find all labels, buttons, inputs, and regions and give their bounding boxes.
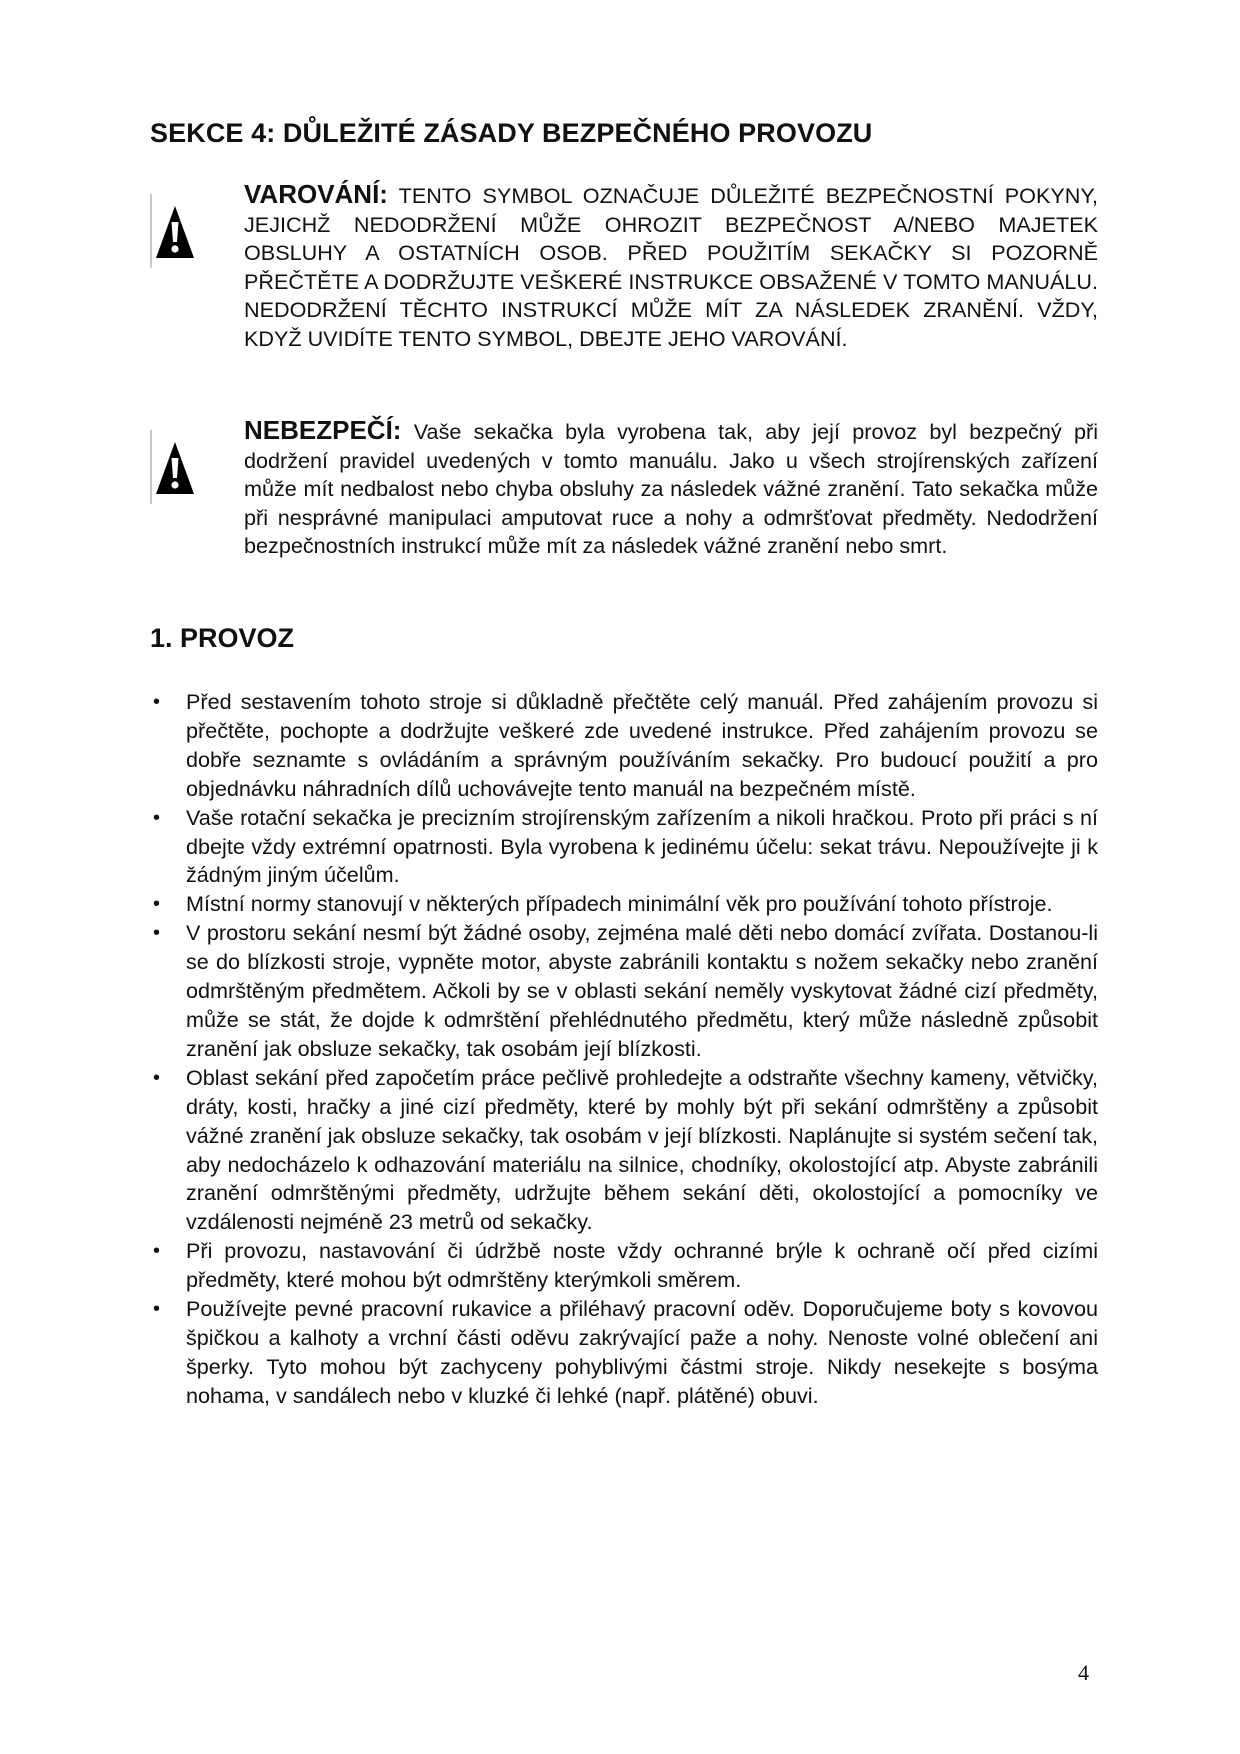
- danger-text: [244, 416, 1098, 561]
- page-number: 4: [1078, 1660, 1089, 1685]
- warning-triangle-icon: [150, 430, 198, 504]
- list-item-text: Používejte pevné pracovní rukavice a přiléhavý pracovní oděv. Doporučujeme boty s kovovou špičkou a kalhoty a vrchní části oděvu zakrývající paže a nohy. Nenoste volné oblečení ani šperky. Tyto mohou být zachyceny pohyblivými částmi stroje. Nikdy nesekejte s bosýma nohama, v sandálech nebo v kluzké či lehké (např. plátěné) obuvi.: [186, 1296, 1098, 1408]
- list-item: [150, 1237, 1098, 1295]
- list-item: [150, 919, 1098, 1064]
- danger-body: Vaše sekačka byla vyrobena tak, aby její provoz byl bezpečný při dodržení pravidel uvedených v tomto manuálu. Jako u všech strojírenských zařízení může mít nedbalost nebo chyba obsluhy za následek vážné zranění. Tato sekačka může při nesprávné manipulaci amputovat ruce a nohy a odmršťovat předměty. Nedodržení bezpečnostních instrukcí může mít za následek vážné zranění nebo smrt.: [244, 419, 1098, 559]
- section-title: SEKCE 4: DŮLEŽITÉ ZÁSADY BEZPEČNÉHO PROVOZU: [150, 118, 873, 148]
- bullet-icon: •: [153, 1298, 161, 1321]
- list-item-text: Před sestavením tohoto stroje si důkladně přečtěte celý manuál. Před zahájením provozu si přečtěte, pochopte a dodržujte veškeré zde uvedené instrukce. Před zahájením provozu se dobře seznamte s ovládáním a správným používáním sekačky. Pro budoucí použití a pro objednávku náhradních dílů uchovávejte tento manuál na bezpečném místě.: [186, 689, 1098, 801]
- list-item-text: Oblast sekání před započetím práce pečlivě prohledejte a odstraňte všechny kameny, větvičky, dráty, kosti, hračky a jiné cizí předměty, které by mohly být při sekání odmrštěny a způsobit vážné zranění jak obsluze sekačky, tak osobám v její blízkosti. Naplánujte si systém sečení tak, aby nedocházelo k odhazování materiálu na silnice, chodníky, okolostojící atp. Abyste zabránili zranění odmrštěnými předměty, udržujte během sekání děti, okolostojící a pomocníky ve vzdálenosti nejméně 23 metrů od sekačky.: [186, 1064, 1098, 1235]
- warning-text: [244, 180, 1098, 354]
- subsection-title: 1. PROVOZ: [150, 623, 295, 653]
- safety-bullet-list: [150, 688, 1098, 1411]
- bullet-icon: •: [153, 893, 161, 916]
- list-item: [150, 804, 1098, 891]
- warning-body: TENTO SYMBOL OZNAČUJE DŮLEŽITÉ BEZPEČNOSTNÍ POKYNY, JEJICHŽ NEDODRŽENÍ MŮŽE OHROZIT BEZPEČNOST A/NEBO MAJETEK OBSLUHY A OSTATNÍCH OSOB. PŘED POUŽITÍM SEKAČKY SI POZORNĚ PŘEČTĚTE A DODRŽUJTE VEŠKERÉ INSTRUKCE OBSAŽENÉ V TOMTO MANUÁLU. NEDODRŽENÍ TĚCHTO INSTRUKCÍ MŮŽE MÍT ZA NÁSLEDEK ZRANĚNÍ. VŽDY, KDYŽ UVIDÍTE TENTO SYMBOL, DBEJTE JEHO VAROVÁNÍ.: [244, 183, 1098, 351]
- bullet-icon: •: [153, 922, 161, 945]
- list-item-text: Vaše rotační sekačka je precizním strojírenským zařízením a nikoli hračkou. Proto při práci s ní dbejte vždy extrémní opatrnosti. Byla vyrobena k jedinému účelu: sekat trávu. Nepoužívejte ji k žádným jiným účelům.: [186, 804, 1098, 888]
- list-item: [150, 688, 1098, 804]
- list-item: [150, 1295, 1098, 1411]
- bullet-icon: •: [153, 691, 161, 713]
- bullet-icon: •: [153, 806, 161, 829]
- list-item-text: Místní normy stanovují v některých případech minimální věk pro používání tohoto přístroje.: [186, 891, 1053, 917]
- list-item: [150, 1064, 1098, 1237]
- danger-label: NEBEZPEČÍ:: [244, 415, 402, 445]
- list-item-text: V prostoru sekání nesmí být žádné osoby, zejména malé děti nebo domácí zvířata. Dostanou-li se do blízkosti stroje, vypněte motor, abyste zabránili kontaktu s nožem sekačky nebo zranění odmrštěným předmětem. Ačkoli by se v oblasti sekání neměly vyskytovat žádné cizí předměty, může se stát, že dojde k odmrštění přehlédnutého předmětu, který může následně způsobit zranění jak obsluze sekačky, tak osobám její blízkosti.: [186, 920, 1098, 1061]
- list-item-text: Při provozu, nastavování či údržbě noste vždy ochranné brýle k ochraně očí před cizími předměty, které mohou být odmrštěny kterýmkoli směrem.: [186, 1238, 1098, 1293]
- list-item: [150, 890, 1098, 919]
- warning-triangle-icon: [150, 194, 198, 268]
- warning-label: VAROVÁNÍ:: [244, 179, 388, 209]
- bullet-icon: •: [153, 1240, 161, 1263]
- bullet-icon: •: [153, 1066, 161, 1089]
